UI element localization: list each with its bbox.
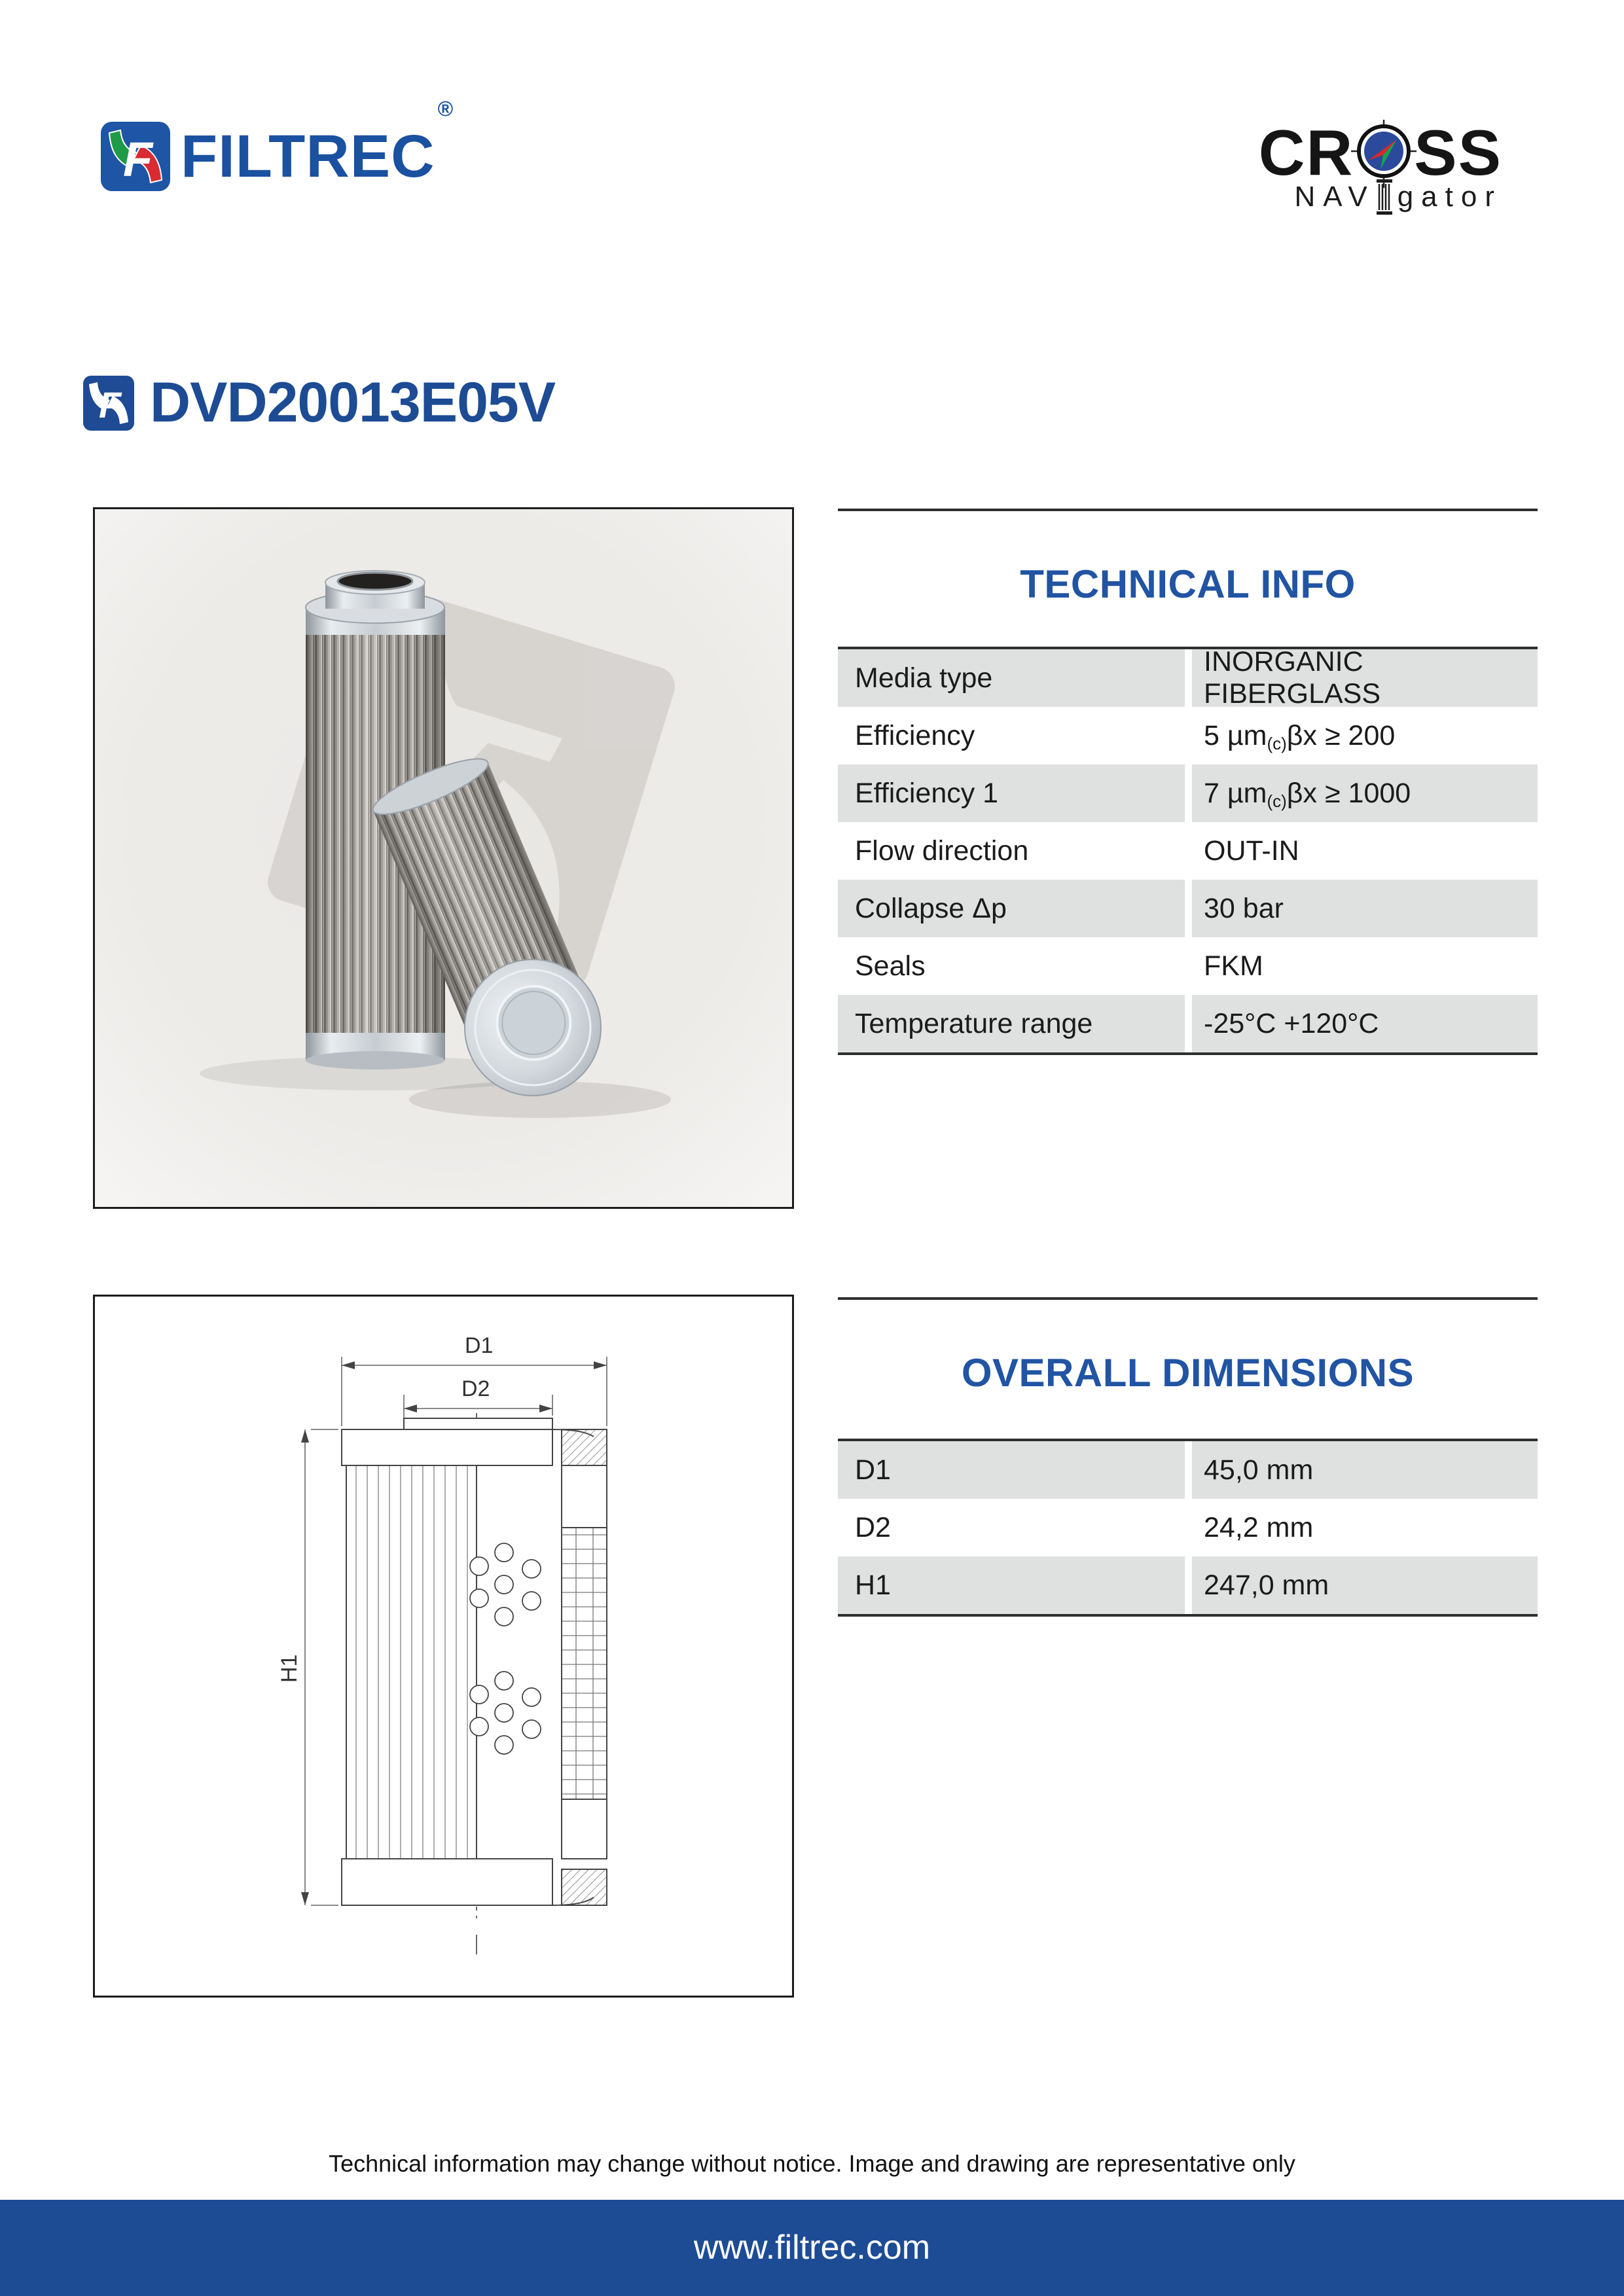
footer-bar xyxy=(0,2200,1624,2296)
svg-text:F: F xyxy=(123,132,153,187)
table-row xyxy=(838,646,1538,709)
cross-navigator-logo xyxy=(1254,117,1502,215)
navigator-text-left: NAV xyxy=(1294,181,1375,213)
technical-info-title: TECHNICAL INFO xyxy=(1020,562,1356,606)
product-photo-box xyxy=(93,507,794,1209)
overall-dimensions-title: OVERALL DIMENSIONS xyxy=(961,1351,1415,1395)
dimension-value: 247,0 mm xyxy=(1204,1569,1329,1601)
spec-value xyxy=(1192,995,1538,1052)
disclaimer-text: Technical information may change without notice. Image and drawing are representative only xyxy=(329,2150,1295,2177)
value-text: INORGANIC FIBERGLASS xyxy=(1204,646,1381,709)
spec-label: Collapse Δp xyxy=(838,880,1192,937)
product-code-icon xyxy=(83,376,134,431)
dimension-label: D1 xyxy=(838,1441,1192,1499)
overall-dimensions-table xyxy=(838,1439,1538,1617)
table-row xyxy=(838,822,1538,880)
value-text: βx ≥ 200 xyxy=(1286,719,1396,751)
svg-text:F: F xyxy=(99,384,122,425)
table-row xyxy=(838,1441,1538,1499)
filtrec-logo-mark-icon xyxy=(101,122,170,191)
value-text: OUT-IN xyxy=(1204,834,1299,867)
spec-label: Temperature range xyxy=(838,995,1192,1052)
table-row xyxy=(838,1556,1538,1614)
product-code: DVD20013E05V xyxy=(150,371,556,434)
dimension-label: D2 xyxy=(838,1499,1192,1556)
filtrec-wordmark-text: FILTREC xyxy=(181,123,435,190)
website-link[interactable]: www.filtrec.com xyxy=(693,2229,931,2267)
product-photo xyxy=(95,509,792,1207)
product-title-row xyxy=(83,370,555,435)
table-row xyxy=(838,707,1538,764)
spec-value: 7 µm $_{(c)}$ βx ≥ 1000 xyxy=(1204,777,1411,811)
drawing-h1-label: H1 xyxy=(277,1654,302,1683)
compass-icon xyxy=(1351,120,1416,188)
dimension-value: 24,2 mm xyxy=(1204,1511,1314,1543)
table-row xyxy=(838,995,1538,1052)
drawing-d2-label: D2 xyxy=(461,1376,490,1401)
value-text: FKM xyxy=(1204,950,1263,982)
filtrec-logo xyxy=(101,97,454,191)
technical-drawing xyxy=(95,1297,792,1996)
value-text: 30 bar xyxy=(1204,892,1284,924)
spec-value xyxy=(1192,822,1538,880)
filtrec-wordmark xyxy=(181,97,454,191)
technical-drawing-box xyxy=(93,1295,794,1998)
overall-dimensions-rule xyxy=(838,1297,1538,1300)
technical-info-rule xyxy=(838,509,1538,511)
table-row xyxy=(838,880,1538,937)
spec-value xyxy=(1192,880,1538,937)
registered-mark: ® xyxy=(437,97,454,120)
cross-text-left: CR xyxy=(1258,117,1354,188)
table-row xyxy=(838,937,1538,995)
spec-label: Seals xyxy=(838,937,1192,995)
table-row xyxy=(838,1499,1538,1556)
value-text: 7 µm xyxy=(1204,777,1267,809)
value-text: βx ≥ 1000 xyxy=(1286,777,1411,809)
spec-value: 5 µm $_{(c)}$ βx ≥ 200 xyxy=(1204,719,1396,753)
spec-label: Efficiency 1 xyxy=(838,764,1192,822)
spec-label: Flow direction xyxy=(838,822,1192,880)
value-text: 5 µm xyxy=(1204,719,1267,751)
spec-value xyxy=(1192,937,1538,995)
value-text: -25°C +120°C xyxy=(1204,1007,1379,1039)
spec-label: Efficiency xyxy=(838,707,1192,764)
table-row xyxy=(838,764,1538,822)
technical-info-table xyxy=(838,647,1538,1055)
cross-text-right: SS xyxy=(1414,117,1502,188)
navigator-text-right: gator xyxy=(1397,181,1502,213)
drawing-d1-label: D1 xyxy=(465,1333,494,1358)
dimension-value: 45,0 mm xyxy=(1204,1454,1314,1486)
cross-logo-line1 xyxy=(1259,117,1502,188)
spec-value xyxy=(1192,646,1538,709)
dimension-label: H1 xyxy=(838,1556,1192,1614)
spec-label: Media type xyxy=(838,649,1192,707)
